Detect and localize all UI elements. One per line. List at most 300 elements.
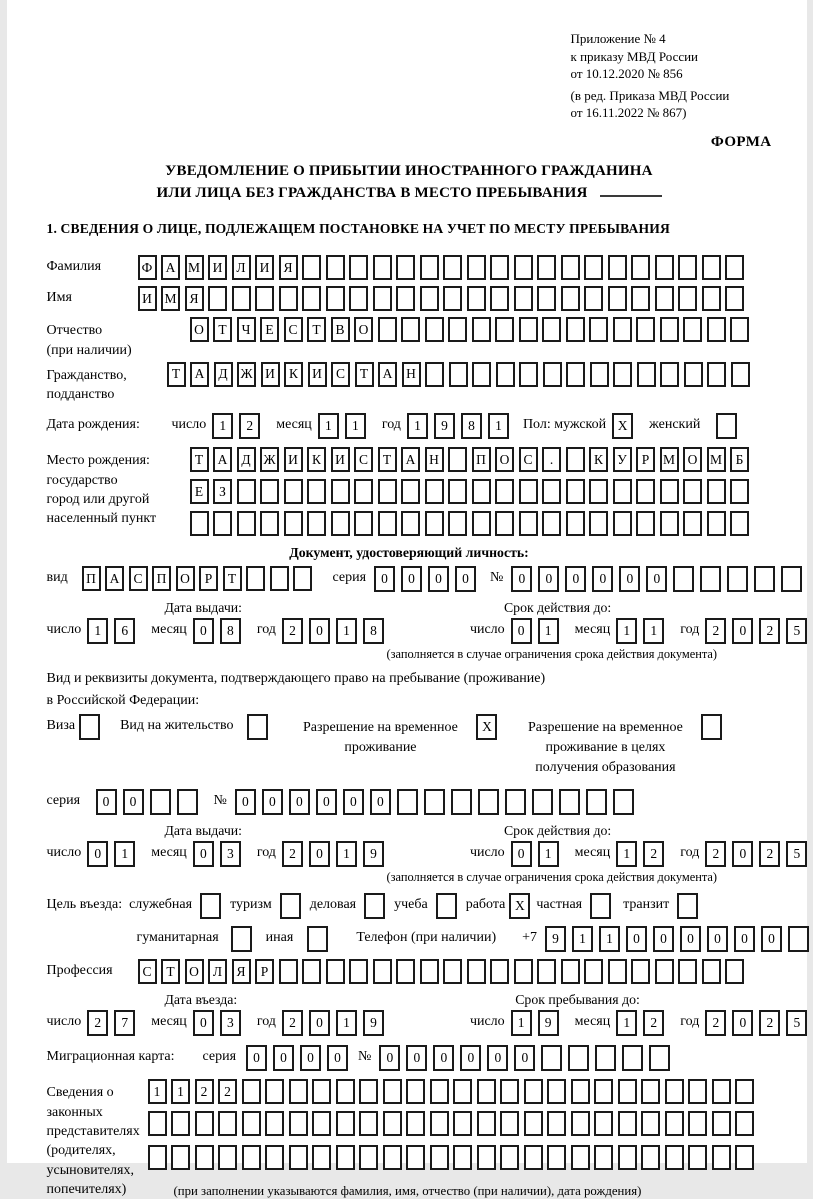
form-cell: Т (213, 317, 232, 342)
form-cell: Т (167, 362, 186, 387)
form-cell: С (519, 447, 538, 472)
limit-note: (заполняется в случае ограничения срока действия документа) (386, 647, 718, 662)
form-cell: 0 (300, 1045, 321, 1071)
birth-month-cells[interactable] (318, 413, 372, 439)
option-private-checkbox[interactable] (590, 893, 611, 919)
form-cell (608, 959, 627, 984)
form-cell (547, 1111, 566, 1136)
option-tourism-checkbox[interactable] (280, 893, 301, 919)
form-cell: 0 (309, 841, 330, 867)
form-cell: 0 (592, 566, 613, 592)
form-cell (519, 362, 538, 387)
form-cell: 8 (461, 413, 482, 439)
form-cell: Н (425, 447, 444, 472)
surname-label: Фамилия (46, 259, 102, 275)
form-cell: Т (190, 447, 209, 472)
form-cell (396, 255, 415, 280)
form-cell (649, 1045, 670, 1071)
form-cell: 0 (680, 926, 701, 952)
form-cell (584, 959, 603, 984)
representatives-row-1[interactable] (148, 1079, 759, 1104)
form-cell (472, 362, 491, 387)
sex-male-checkbox[interactable] (612, 413, 633, 439)
form-cell (547, 1145, 566, 1170)
form-cell (242, 1111, 261, 1136)
doc-issue-month[interactable] (193, 618, 247, 644)
doc-issue-day[interactable] (87, 618, 141, 644)
form-cell (190, 511, 209, 536)
form-cell (655, 286, 674, 311)
form-cell (425, 511, 444, 536)
phone-label: Телефон (при наличии) (356, 930, 497, 946)
form-cell (495, 511, 514, 536)
stay-until-day[interactable] (511, 1010, 565, 1036)
form-cell (712, 1111, 731, 1136)
form-cell (571, 1145, 590, 1170)
month-label: месяц (276, 417, 312, 433)
form-cell: 9 (363, 1010, 384, 1036)
form-cell: 0 (193, 1010, 214, 1036)
doc-number-field[interactable] (511, 566, 808, 592)
form-cell (566, 447, 585, 472)
residence-series-field[interactable] (96, 789, 204, 815)
entry-day[interactable] (87, 1010, 141, 1036)
form-cell: 1 (87, 618, 108, 644)
option-private (536, 893, 611, 919)
form-cell (500, 1079, 519, 1104)
form-cell: А (378, 362, 397, 387)
option-other (266, 926, 329, 952)
migration-series-field[interactable] (246, 1045, 354, 1071)
form-cell (195, 1145, 214, 1170)
form-cell (665, 1111, 684, 1136)
entry-date-header: Дата въезда: (164, 992, 238, 1008)
form-cell: Л (208, 959, 227, 984)
form-cell: 1 (488, 413, 509, 439)
year-label: год (256, 1014, 276, 1030)
form-cell (451, 789, 472, 815)
form-cell (289, 1079, 308, 1104)
form-cell (636, 479, 655, 504)
form-cell (331, 479, 350, 504)
section1-heading: 1. СВЕДЕНИЯ О ЛИЦЕ, ПОДЛЕЖАЩЕМ ПОСТАНОВКЕ НА УЧЕТ ПО МЕСТУ ПРЕБЫВАНИЯ (46, 221, 670, 237)
form-cell (232, 286, 251, 311)
form-cell (364, 893, 385, 919)
form-cell (477, 1145, 496, 1170)
form-cell (425, 317, 444, 342)
form-cell: 1 (345, 413, 366, 439)
form-cell (700, 566, 721, 592)
option-business-label: деловая (309, 897, 357, 913)
form-cell (336, 1111, 355, 1136)
entry-year[interactable] (282, 1010, 390, 1036)
birth-place-row-1[interactable] (190, 447, 754, 472)
form-cell (613, 479, 632, 504)
form-cell: 1 (114, 841, 135, 867)
doc-series-field[interactable] (374, 566, 482, 592)
form-cell (336, 1079, 355, 1104)
doc-issue-year[interactable] (282, 618, 390, 644)
form-cell (677, 893, 698, 919)
doc-until-day[interactable] (511, 618, 565, 644)
form-cell (712, 1145, 731, 1170)
form-cell (477, 1079, 496, 1104)
form-cell: 1 (616, 1010, 637, 1036)
form-cell: 0 (626, 926, 647, 952)
representatives-rows (148, 1079, 759, 1199)
form-cell (242, 1079, 261, 1104)
form-cell (359, 1079, 378, 1104)
form-cell (326, 255, 345, 280)
form-cell (683, 317, 702, 342)
year-label: год (680, 1014, 700, 1030)
form-cell: 2 (705, 1010, 726, 1036)
form-cell: 0 (619, 566, 640, 592)
form-cell: М (185, 255, 204, 280)
form-cell (514, 255, 533, 280)
form-cell (594, 1079, 613, 1104)
limit-note: (заполняется в случае ограничения срока действия документа) (386, 870, 718, 885)
form-cell (213, 511, 232, 536)
form-cell: 8 (220, 618, 241, 644)
form-cell (613, 362, 632, 387)
birth-place-row-3[interactable] (190, 511, 754, 536)
patronymic-field[interactable] (190, 317, 754, 342)
form-cell (336, 1145, 355, 1170)
form-cell (260, 511, 279, 536)
form-cell: 0 (732, 841, 753, 867)
form-cell (289, 1145, 308, 1170)
option-other-label: иная (265, 930, 294, 946)
form-cell: 1 (336, 1010, 357, 1036)
residence-until-month[interactable] (616, 841, 670, 867)
month-label: месяц (151, 1014, 187, 1030)
form-cell (707, 317, 726, 342)
form-cell: С (354, 447, 373, 472)
option-temp-residence-education-checkbox[interactable] (701, 714, 722, 740)
residence-valid-until[interactable] (460, 841, 813, 867)
form-cell (589, 317, 608, 342)
form-cell (396, 286, 415, 311)
form-cell: Б (730, 447, 749, 472)
form-cell: П (472, 447, 491, 472)
form-cell (443, 286, 462, 311)
form-cell: 0 (487, 1045, 508, 1071)
form-cell (712, 1079, 731, 1104)
migration-card-label: Миграционная карта: (46, 1049, 175, 1065)
form-cell (590, 362, 609, 387)
form-cell: 0 (653, 926, 674, 952)
doc-until-year[interactable] (705, 618, 813, 644)
birth-place-row-2[interactable] (190, 479, 754, 504)
form-cell (683, 511, 702, 536)
form-cell: 3 (220, 841, 241, 867)
form-cell: Ф (138, 255, 157, 280)
form-cell (495, 317, 514, 342)
form-cell: Н (402, 362, 421, 387)
form-cell (279, 959, 298, 984)
form-cell: 0 (262, 789, 283, 815)
migration-number-field[interactable] (379, 1045, 676, 1071)
form-cell: Е (260, 317, 279, 342)
form-cell (255, 286, 274, 311)
sex-female-checkbox[interactable] (716, 413, 737, 439)
residence-issue-day[interactable] (87, 841, 141, 867)
doc-kind-field[interactable] (82, 566, 317, 591)
option-official-checkbox[interactable] (200, 893, 221, 919)
form-cell (622, 1045, 643, 1071)
phone-field[interactable] (545, 926, 813, 952)
form-cell: 0 (246, 1045, 267, 1071)
year-label: год (256, 845, 276, 861)
form-cell (260, 479, 279, 504)
form-cell: Я (185, 286, 204, 311)
form-cell (430, 1111, 449, 1136)
form-cell: Ж (260, 447, 279, 472)
form-cell (618, 1079, 637, 1104)
form-cell (725, 959, 744, 984)
form-cell (613, 511, 632, 536)
form-cell: И (138, 286, 157, 311)
form-cell: К (284, 362, 303, 387)
residence-until-year[interactable] (705, 841, 813, 867)
residence-issue-date[interactable] (47, 841, 390, 867)
form-cell: 0 (406, 1045, 427, 1071)
year-label: год (680, 622, 700, 638)
appendix-line: Приложение № 4 (570, 31, 666, 46)
day-label: число (46, 622, 82, 638)
form-cell (247, 714, 268, 740)
form-cell: 0 (96, 789, 117, 815)
form-cell (397, 789, 418, 815)
form-cell: Е (190, 479, 209, 504)
month-label: месяц (574, 845, 611, 861)
option-temp-residence-checkbox[interactable] (476, 714, 497, 740)
form-cell (177, 789, 198, 815)
form-cell (472, 511, 491, 536)
form-cell: У (613, 447, 632, 472)
birth-day-cells[interactable] (212, 413, 266, 439)
option-work-checkbox[interactable] (509, 893, 530, 919)
birth-place-label: Место рождения: государство город или другой населенный пункт (46, 453, 157, 527)
form-cell: Т (355, 362, 374, 387)
form-cell (631, 286, 650, 311)
form-cell: П (152, 566, 171, 591)
residence-issue-month[interactable] (193, 841, 247, 867)
doc-valid-until[interactable] (460, 618, 813, 644)
citizenship-field[interactable] (167, 362, 755, 387)
form-cell (613, 789, 634, 815)
option-transit-checkbox[interactable] (677, 893, 698, 919)
form-cell (524, 1145, 543, 1170)
form-cell: 1 (336, 618, 357, 644)
form-cell (231, 926, 252, 952)
form-cell (716, 413, 737, 439)
given-name-field[interactable] (138, 286, 749, 311)
form-cell (265, 1111, 284, 1136)
form-cell: 2 (87, 1010, 108, 1036)
form-cell: 0 (511, 841, 532, 867)
form-cell: И (208, 255, 227, 280)
month-label: месяц (151, 845, 187, 861)
form-cell (524, 1079, 543, 1104)
form-cell: А (161, 255, 180, 280)
option-study-checkbox[interactable] (436, 893, 457, 919)
form-cell (655, 959, 674, 984)
purpose-label: Цель въезда: (46, 897, 123, 913)
birth-year-cells[interactable] (407, 413, 515, 439)
entry-month[interactable] (193, 1010, 247, 1036)
form-cell: 0 (707, 926, 728, 952)
birth-date-field[interactable] (162, 413, 515, 439)
form-cell (448, 317, 467, 342)
option-transit-label: транзит (623, 897, 670, 913)
form-cell (448, 479, 467, 504)
form-cell: 2 (643, 841, 664, 867)
form-cell (618, 1111, 637, 1136)
form-cell (781, 566, 802, 592)
form-cell: 0 (565, 566, 586, 592)
form-cell (735, 1111, 754, 1136)
form-cell (590, 893, 611, 919)
form-cell (490, 286, 509, 311)
form-cell (373, 959, 392, 984)
stay-until-month[interactable] (616, 1010, 670, 1036)
form-cell: 0 (316, 789, 337, 815)
form-cell: 0 (379, 1045, 400, 1071)
form-cell (702, 255, 721, 280)
form-cell: 0 (309, 618, 330, 644)
form-cell: 0 (309, 1010, 330, 1036)
form-cell: 7 (114, 1010, 135, 1036)
form-cell (683, 479, 702, 504)
form-cell (595, 1045, 616, 1071)
form-cell: И (308, 362, 327, 387)
form-cell: 0 (433, 1045, 454, 1071)
form-label: ФОРМА (710, 133, 772, 150)
form-cell (561, 286, 580, 311)
form-cell: Т (161, 959, 180, 984)
appendix-line: к приказу МВД России (570, 48, 699, 64)
form-cell (218, 1145, 237, 1170)
form-cell (354, 511, 373, 536)
edition-line: от 16.11.2022 № 867) (570, 105, 687, 121)
entry-date[interactable] (47, 1010, 390, 1036)
form-cell (326, 286, 345, 311)
identity-doc-heading: Документ, удостоверяющий личность: (289, 545, 529, 561)
form-cell (519, 479, 538, 504)
form-cell: . (542, 447, 561, 472)
form-cell: И (284, 447, 303, 472)
form-cell (467, 959, 486, 984)
form-cell (665, 1079, 684, 1104)
form-cell (730, 317, 749, 342)
document-title (47, 161, 772, 206)
surname-field[interactable] (138, 255, 749, 280)
form-cell (406, 1145, 425, 1170)
year-label: год (680, 845, 700, 861)
form-cell: 1 (616, 618, 637, 644)
form-cell (383, 1145, 402, 1170)
form-cell (472, 479, 491, 504)
form-cell (684, 362, 703, 387)
form-cell (453, 1111, 472, 1136)
doc-number-label: № (490, 570, 504, 586)
form-cell: 0 (732, 618, 753, 644)
form-cell (425, 362, 444, 387)
title-line-2: ИЛИ ЛИЦА БЕЗ ГРАЖДАНСТВА В МЕСТО ПРЕБЫВАНИЯ (47, 182, 772, 205)
form-cell: 1 (538, 618, 559, 644)
residence-until-day[interactable] (511, 841, 565, 867)
stay-until-year[interactable] (705, 1010, 813, 1036)
form-cell: 0 (370, 789, 391, 815)
day-label: число (46, 1014, 82, 1030)
form-cell (420, 255, 439, 280)
option-business-checkbox[interactable] (364, 893, 385, 919)
form-cell: 0 (428, 566, 449, 592)
valid-until-header: Срок действия до: (503, 600, 612, 616)
form-cell (571, 1111, 590, 1136)
form-cell: 9 (363, 841, 384, 867)
form-cell (307, 479, 326, 504)
option-other-checkbox[interactable] (307, 926, 328, 952)
edition-line: (в ред. Приказа МВД России (570, 87, 730, 103)
form-cell: Т (307, 317, 326, 342)
form-cell (660, 362, 679, 387)
sex-male-label: Пол: мужской (522, 417, 607, 433)
representatives-row-3[interactable] (148, 1145, 759, 1170)
migration-number-label: № (358, 1049, 372, 1065)
form-cell (443, 255, 462, 280)
form-cell (727, 566, 748, 592)
form-cell: 1 (643, 618, 664, 644)
profession-field[interactable] (138, 959, 749, 984)
form-cell: Т (223, 566, 242, 591)
patronymic-label: Отчество (при наличии) (46, 323, 132, 358)
option-visa-checkbox[interactable] (79, 714, 100, 740)
form-cell (707, 511, 726, 536)
form-cell (406, 1111, 425, 1136)
form-cell (725, 255, 744, 280)
form-cell: Т (378, 447, 397, 472)
form-cell (284, 479, 303, 504)
residence-number-field[interactable] (235, 789, 640, 815)
stay-until-date[interactable] (460, 1010, 813, 1036)
option-humanitarian-checkbox[interactable] (231, 926, 252, 952)
form-cell (472, 317, 491, 342)
form-cell (537, 959, 556, 984)
form-cell (242, 1145, 261, 1170)
birth-date-label: Дата рождения: (46, 417, 140, 433)
residence-issue-year[interactable] (282, 841, 390, 867)
option-work (466, 893, 531, 919)
form-cell (730, 511, 749, 536)
form-cell: X (476, 714, 497, 740)
form-cell: 0 (514, 1045, 535, 1071)
form-cell (559, 789, 580, 815)
form-cell (500, 1145, 519, 1170)
representatives-row-2[interactable] (148, 1111, 759, 1136)
form-cell (537, 255, 556, 280)
residence-doc-line1: Вид и реквизиты документа, подтверждающего право на пребывание (проживание) (46, 671, 546, 687)
option-residence-permit-checkbox[interactable] (247, 714, 268, 740)
form-cell (547, 1079, 566, 1104)
form-cell (641, 1079, 660, 1104)
form-cell (537, 286, 556, 311)
doc-until-month[interactable] (616, 618, 670, 644)
doc-issue-date[interactable] (47, 618, 390, 644)
form-cell (373, 286, 392, 311)
